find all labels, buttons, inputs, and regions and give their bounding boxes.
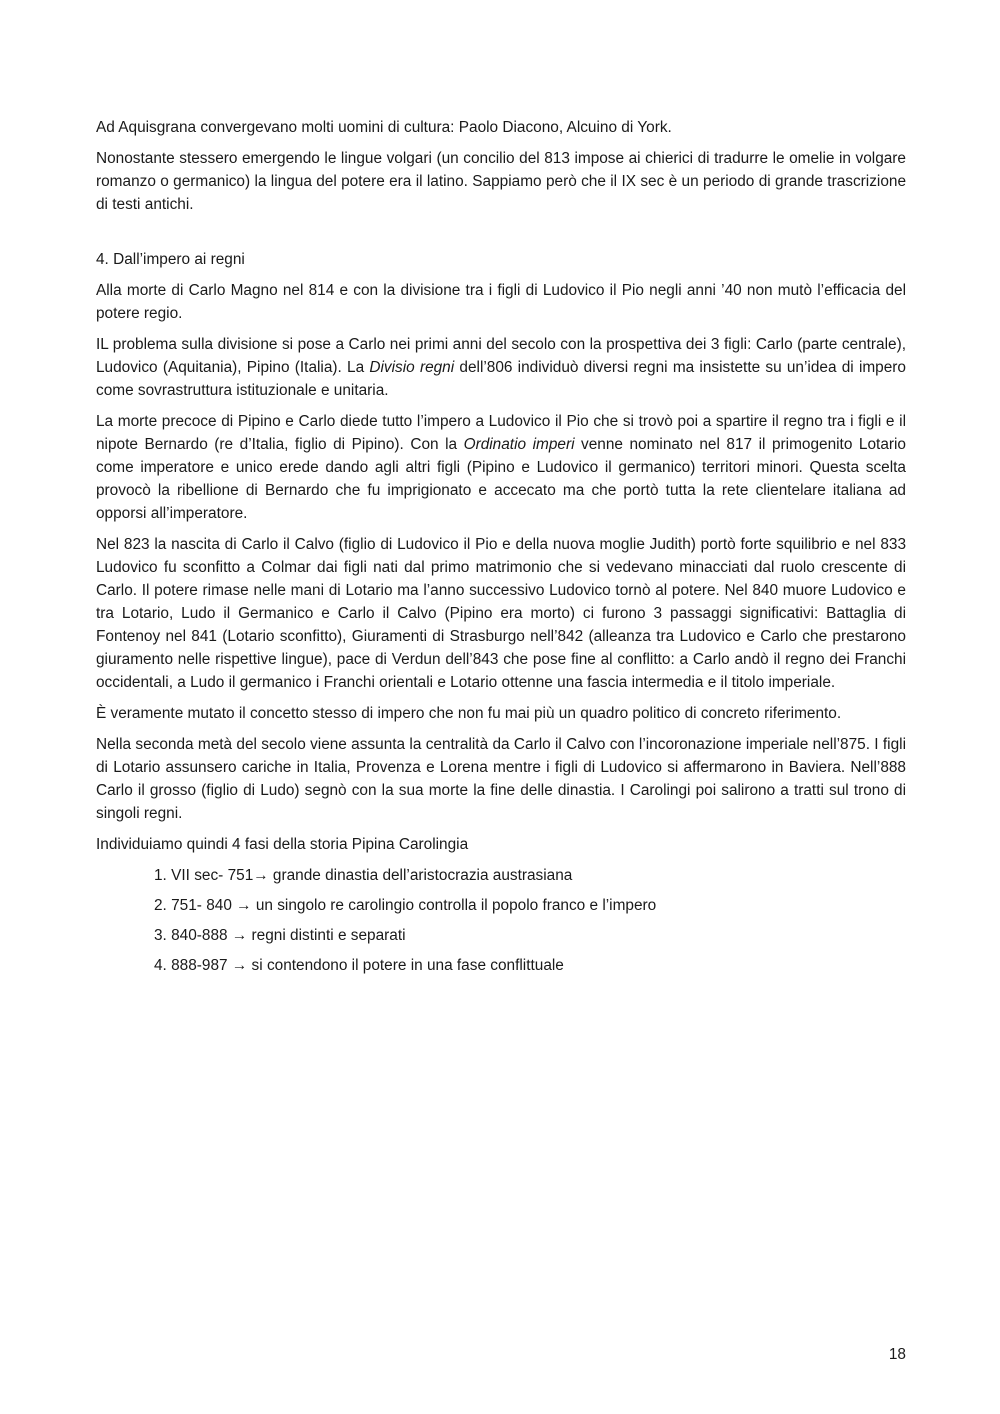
- phase-period: VII sec- 751: [171, 867, 254, 884]
- paragraph-lingue-volgari: Nonostante stessero emergendo le lingue volgari (un concilio del 813 impose ai chierici di tradurre le omelie in volgare romanzo o germanico) la lingua del potere era il latino. Sappiamo però che il IX sec è un periodo di grande trascrizione di testi antichi.: [96, 150, 906, 213]
- text-run: venne nominato nel 817 il primogenito Lotario come imperatore e unico erede dando agli altri figli (Pipino e Ludovico il germanico) territori minori. Questa scelta provocò la ribellione di Bernardo che fu imprigionato e accecato ma che portò tutta la rete clientelare italiana ad opporsi all’imperatore.: [96, 436, 906, 522]
- phase-period: 751- 840: [171, 897, 237, 914]
- list-number: 4.: [154, 957, 167, 974]
- phase-description: si contendono il potere in una fase conflittuale: [247, 957, 564, 974]
- paragraph-morte-carlo-magno: Alla morte di Carlo Magno nel 814 e con la divisione tra i figli di Ludovico il Pio negli anni ’40 non mutò l’efficacia del potere regio.: [96, 282, 906, 322]
- phase-period: 840-888: [171, 927, 232, 944]
- text-run: IL problema sulla divisione si pose a Carlo nei primi anni del secolo con la prospettiva dei 3 figli: Carlo (parte centrale), Ludovico (Aquitania), Pipino (Italia). La: [96, 336, 906, 376]
- arrow-right-icon: →: [231, 927, 248, 944]
- text-run: La morte precoce di Pipino e Carlo diede tutto l’impero a Ludovico il Pio che si trovò poi a spartire il regno tra i figli e il nipote Bernardo (re d’Italia, figlio di Pipino). Con la: [96, 413, 906, 453]
- list-item: [96, 894, 906, 917]
- arrow-right-icon: →: [231, 957, 248, 974]
- paragraph-concetto-impero: È veramente mutato il concetto stesso di impero che non fu mai più un quadro politico di concreto riferimento.: [96, 705, 842, 722]
- section-heading: 4. Dall’impero ai regni: [96, 251, 245, 268]
- arrow-right-icon: →: [236, 897, 252, 914]
- page-number: 18: [888, 1346, 906, 1363]
- list-number: 2.: [154, 897, 167, 914]
- list-item: [96, 954, 906, 977]
- list-item: [96, 864, 906, 887]
- paragraph-aquisgrana: Ad Aquisgrana convergevano molti uomini di cultura: Paolo Diacono, Alcuino di York.: [96, 119, 672, 136]
- phases-list: [96, 864, 906, 977]
- phase-period: 888-987: [171, 957, 232, 974]
- spacer: [96, 224, 906, 248]
- paragraph-divisio-regni: [96, 333, 906, 402]
- document-page: [96, 116, 906, 984]
- list-number: 3.: [154, 927, 167, 944]
- phase-description: grande dinastia dell’aristocrazia austrasiana: [268, 867, 573, 884]
- arrow-right-icon: →: [253, 867, 269, 884]
- list-number: 1.: [154, 867, 167, 884]
- phase-description: regni distinti e separati: [247, 927, 406, 944]
- paragraph-fasi-intro: Individuiamo quindi 4 fasi della storia Pipina Carolingia: [96, 836, 469, 853]
- text-run: dell’806 individuò diversi regni ma insistette su un’idea di impero come sovrastruttura istituzionale e unitaria.: [96, 359, 906, 399]
- paragraph-ordinatio-imperi: [96, 410, 906, 525]
- phase-description: un singolo re carolingio controlla il popolo franco e l’impero: [251, 897, 657, 914]
- paragraph-carlo-il-calvo: Nel 823 la nascita di Carlo il Calvo (figlio di Ludovico il Pio e della nuova moglie Judith) portò forte squilibrio e nel 833 Ludovico fu sconfitto a Colmar dai figli nati dal primo matrimonio che si vedevano minacciati dal ruolo crescente di Carlo. Il potere rimase nelle mani di Lotario ma l’anno successivo Ludovico tornò al potere. Nel 840 muore Ludovico e tra Lotario, Ludo il Germanico e Carlo il Calvo (Pipino era morto) ci furono 3 passaggi significativi: Battaglia di Fontenoy nel 841 (Lotario sconfitto), Giuramenti di Strasburgo nell’842 (alleanza tra Ludovico e Carlo che prestarono giuramento nelle rispettive lingue), pace di Verdun dell’843 che pose fine al conflitto: a Carlo andò il regno dei Franchi occidentali, a Ludo il germanico i Franchi orientali e Lotario ottenne una fascia intermedia e il titolo imperiale.: [96, 536, 906, 691]
- italic-term: Ordinatio imperi: [463, 436, 575, 453]
- italic-term: Divisio regni: [369, 359, 455, 376]
- paragraph-seconda-meta: Nella seconda metà del secolo viene assunta la centralità da Carlo il Calvo con l’incoronazione imperiale nell’875. I figli di Lotario assunsero cariche in Italia, Provenza e Lorena mentre i figli di Ludovico si affermarono in Baviera. Nell’888 Carlo il grosso (figlio di Ludo) segnò con la sua morte la fine delle dinastia. I Carolingi poi salirono a tratti sul trono di singoli regni.: [96, 736, 906, 822]
- list-item: [96, 924, 906, 947]
